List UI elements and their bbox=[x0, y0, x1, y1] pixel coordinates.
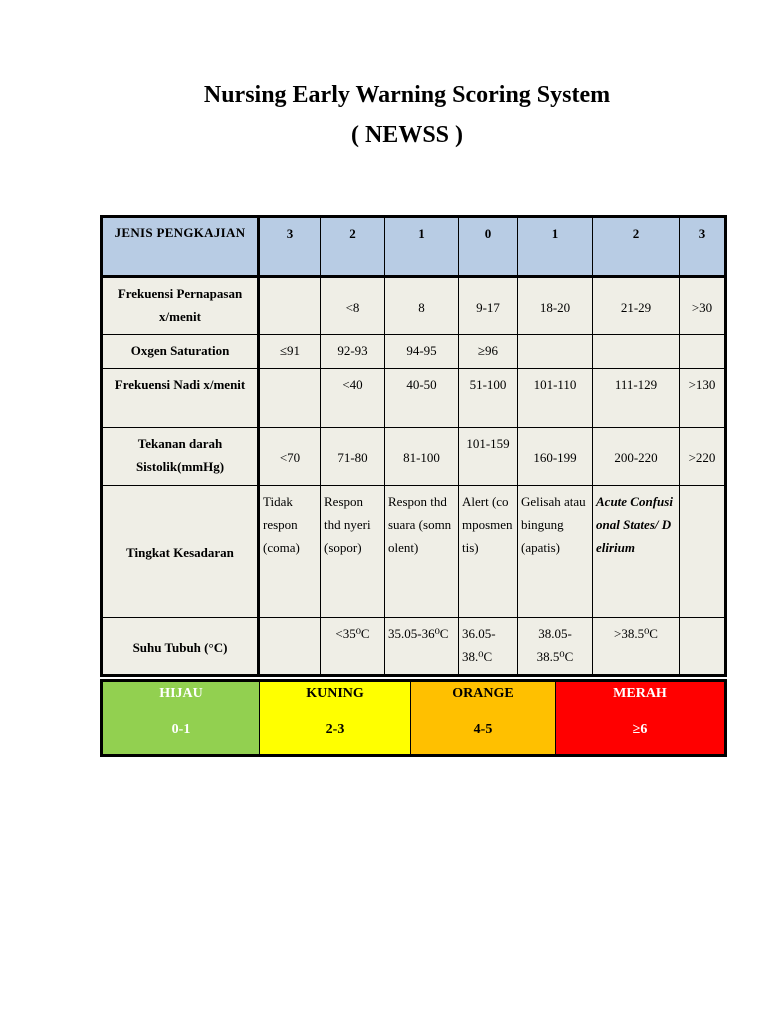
table-cell: 36.05-38.⁰C bbox=[459, 618, 518, 676]
table-row bbox=[102, 277, 726, 335]
legend-kuning bbox=[260, 682, 411, 754]
legend-range: 0-1 bbox=[171, 722, 191, 737]
table-cell: 81-100 bbox=[385, 428, 459, 486]
table-cell: 8 bbox=[385, 277, 459, 335]
table-cell bbox=[680, 335, 726, 369]
table-cell: 40-50 bbox=[385, 369, 459, 428]
score-color-legend bbox=[100, 679, 727, 757]
table-cell: 18-20 bbox=[518, 277, 593, 335]
title-line-1: Nursing Early Warning Scoring System bbox=[203, 82, 611, 108]
table-cell: ≤91 bbox=[259, 335, 321, 369]
table-cell: 92-93 bbox=[321, 335, 385, 369]
title-line-2: ( NEWSS ) bbox=[350, 122, 464, 148]
table-row bbox=[102, 335, 726, 369]
header-cell-jenis-pengkajian: JENIS PENGKAJIAN bbox=[102, 217, 259, 277]
legend-label: MERAH bbox=[613, 686, 667, 701]
legend-label: HIJAU bbox=[159, 686, 203, 701]
table-cell: 101-159 bbox=[459, 428, 518, 486]
header-cell-score: 0 bbox=[459, 217, 518, 277]
document-title bbox=[0, 78, 768, 152]
table-cell: >130 bbox=[680, 369, 726, 428]
table-cell: 9-17 bbox=[459, 277, 518, 335]
table-cell: 21-29 bbox=[593, 277, 680, 335]
table-cell: <35⁰C bbox=[321, 618, 385, 676]
table-cell: 160-199 bbox=[518, 428, 593, 486]
table-cell bbox=[593, 335, 680, 369]
table-cell: >220 bbox=[680, 428, 726, 486]
table-row bbox=[102, 486, 726, 618]
table-cell bbox=[259, 618, 321, 676]
table-cell: Alert (composmentis) bbox=[459, 486, 518, 618]
table-row bbox=[102, 369, 726, 428]
table-cell bbox=[518, 335, 593, 369]
table-cell: <70 bbox=[259, 428, 321, 486]
table-cell bbox=[680, 618, 726, 676]
table-cell: Acute Confusional States/ Delirium bbox=[593, 486, 680, 618]
table-cell: ≥96 bbox=[459, 335, 518, 369]
table-cell: <8 bbox=[321, 277, 385, 335]
newss-score-table bbox=[100, 215, 727, 677]
legend-hijau bbox=[103, 682, 260, 754]
table-cell: 111-129 bbox=[593, 369, 680, 428]
row-label-tekanan-darah: Tekanan darah Sistolik(mmHg) bbox=[102, 428, 259, 486]
legend-range: 4-5 bbox=[473, 722, 493, 737]
legend-merah bbox=[556, 682, 724, 754]
legend-label: KUNING bbox=[306, 686, 364, 701]
table-cell bbox=[259, 277, 321, 335]
table-cell: Gelisah atau bingung (apatis) bbox=[518, 486, 593, 618]
row-label-pernapasan: Frekuensi Pernapasan x/menit bbox=[102, 277, 259, 335]
legend-range: ≥6 bbox=[632, 722, 648, 737]
header-cell-score: 3 bbox=[680, 217, 726, 277]
table-cell: Respon thd nyeri (sopor) bbox=[321, 486, 385, 618]
table-cell: 35.05-36⁰C bbox=[385, 618, 459, 676]
header-cell-score: 2 bbox=[321, 217, 385, 277]
table-cell: 101-110 bbox=[518, 369, 593, 428]
table-row bbox=[102, 618, 726, 676]
table-cell: Respon thd suara (somnolent) bbox=[385, 486, 459, 618]
table-cell: Tidak respon (coma) bbox=[259, 486, 321, 618]
legend-range: 2-3 bbox=[325, 722, 345, 737]
legend-orange bbox=[411, 682, 556, 754]
table-cell: 71-80 bbox=[321, 428, 385, 486]
table-cell bbox=[680, 486, 726, 618]
row-label-kesadaran: Tingkat Kesadaran bbox=[102, 486, 259, 618]
header-cell-score: 2 bbox=[593, 217, 680, 277]
table-cell: 38.05-38.5⁰C bbox=[518, 618, 593, 676]
table-row bbox=[102, 428, 726, 486]
header-cell-score: 3 bbox=[259, 217, 321, 277]
table-cell: 51-100 bbox=[459, 369, 518, 428]
table-cell bbox=[259, 369, 321, 428]
row-label-saturation: Oxgen Saturation bbox=[102, 335, 259, 369]
header-cell-score: 1 bbox=[518, 217, 593, 277]
table-cell: <40 bbox=[321, 369, 385, 428]
row-label-nadi: Frekuensi Nadi x/menit bbox=[102, 369, 259, 428]
header-cell-score: 1 bbox=[385, 217, 459, 277]
table-cell: >38.5⁰C bbox=[593, 618, 680, 676]
table-header-row bbox=[102, 217, 726, 277]
table-cell: 200-220 bbox=[593, 428, 680, 486]
table-cell: 94-95 bbox=[385, 335, 459, 369]
table-cell: >30 bbox=[680, 277, 726, 335]
legend-label: ORANGE bbox=[452, 686, 514, 701]
row-label-suhu: Suhu Tubuh (°C) bbox=[102, 618, 259, 676]
